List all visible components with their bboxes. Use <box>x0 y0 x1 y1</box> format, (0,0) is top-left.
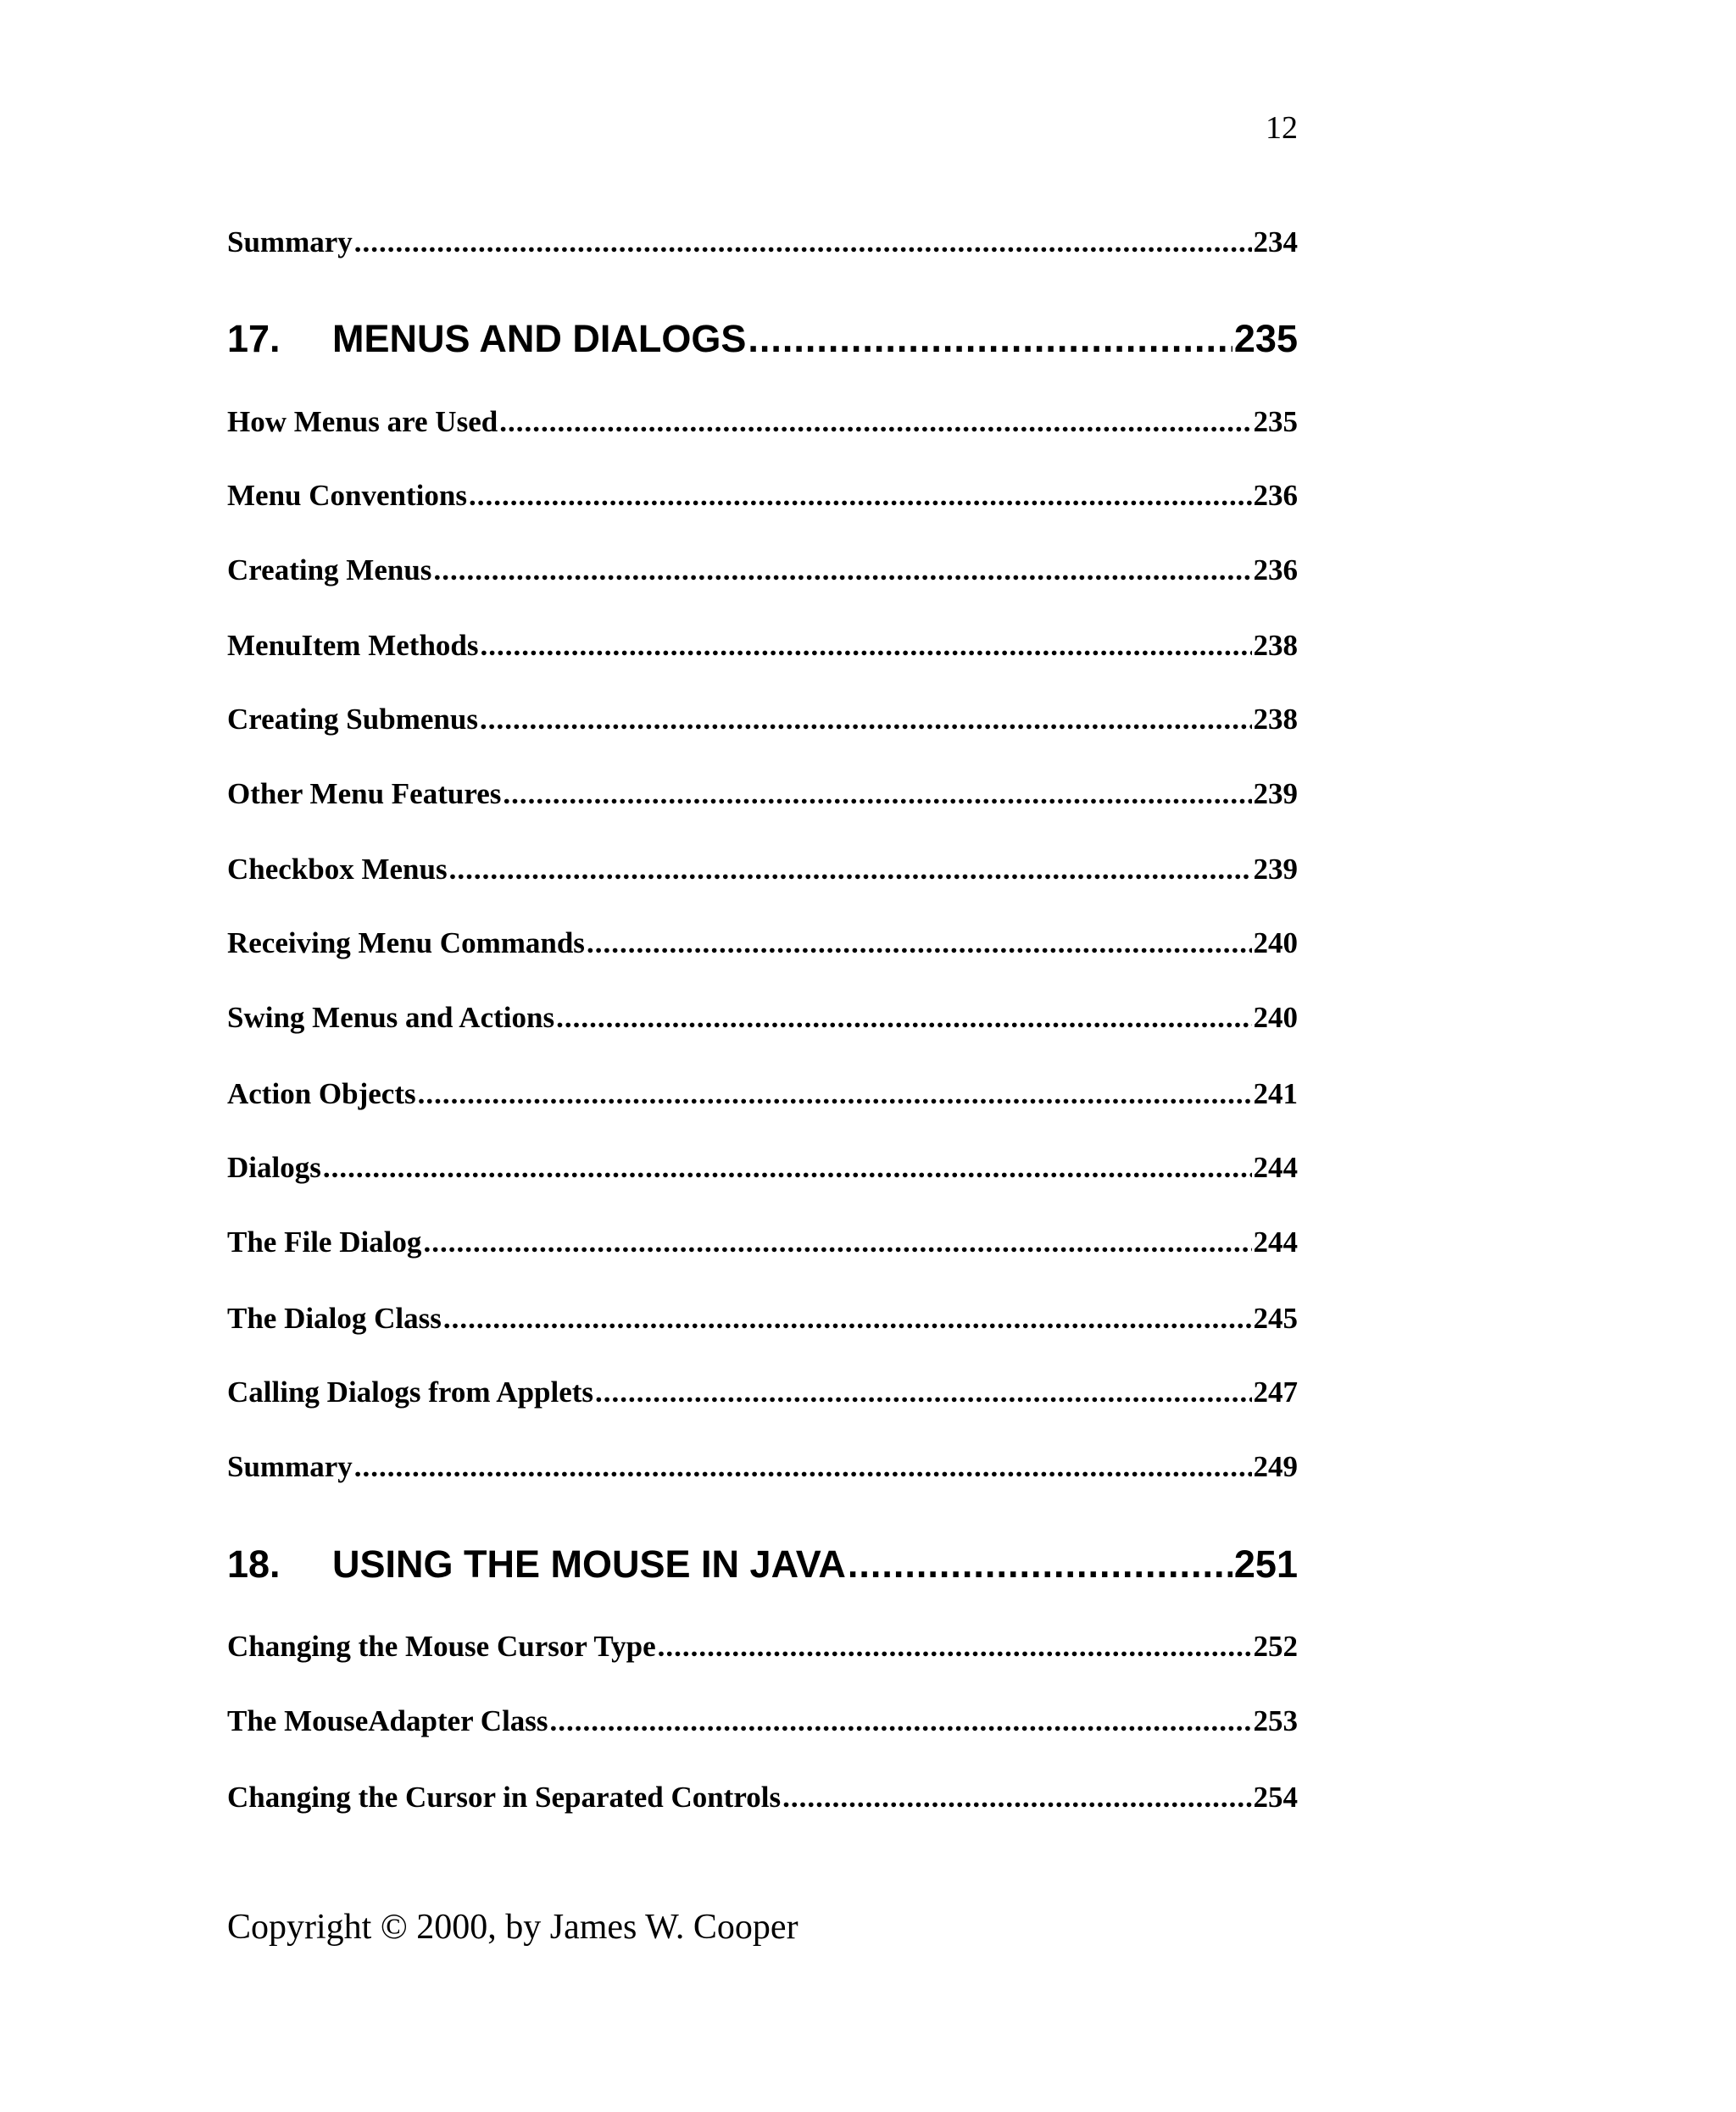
toc-entry-creating-submenus <box>227 701 1298 738</box>
dot-leader <box>587 925 1252 962</box>
dot-leader <box>658 1628 1252 1665</box>
toc-entry-title: Creating Submenus <box>227 703 478 736</box>
toc-entry-page: 244 <box>1253 1226 1298 1259</box>
toc-entry-menu-conventions <box>227 477 1298 514</box>
dot-leader <box>418 1075 1252 1113</box>
toc-chapter-18 <box>227 1541 1298 1588</box>
toc-entry-title: Other Menu Features <box>227 777 502 810</box>
chapter-number: 17. <box>227 317 281 360</box>
toc-entry-receiving-menu-commands <box>227 925 1298 962</box>
toc-entry-summary <box>227 1448 1298 1486</box>
copyright-footer: Copyright © 2000, by James W. Cooper <box>227 1908 798 1947</box>
toc-entry-page: 239 <box>1253 777 1298 810</box>
toc-entry-page: 247 <box>1253 1376 1298 1409</box>
toc-entry-page: 236 <box>1253 553 1298 586</box>
toc-entry-title: Summary <box>227 1450 353 1483</box>
page-number: 12 <box>1266 110 1298 146</box>
chapter-title: MENUS AND DIALOGS <box>332 317 747 360</box>
toc-entry-title: Changing the Mouse Cursor Type <box>227 1630 656 1663</box>
toc-entry-calling-dialogs-from-applets <box>227 1374 1298 1411</box>
dot-leader <box>469 477 1252 514</box>
toc-entry-page: 235 <box>1253 405 1298 438</box>
toc-entry-the-mouseadapter-class <box>227 1703 1298 1740</box>
dot-leader <box>423 1224 1251 1261</box>
toc-entry-title: Menu Conventions <box>227 479 467 512</box>
toc-entry-title: Swing Menus and Actions <box>227 1001 555 1034</box>
dot-leader <box>481 627 1252 664</box>
toc-entry-page: 252 <box>1253 1630 1298 1663</box>
toc-entry-title: Calling Dialogs from Applets <box>227 1376 594 1409</box>
toc-entry-page: 240 <box>1253 1001 1298 1034</box>
toc-entry-page: 241 <box>1253 1077 1298 1110</box>
chapter-page: 251 <box>1233 1542 1298 1586</box>
dot-leader <box>323 1149 1252 1187</box>
dot-leader <box>556 999 1251 1037</box>
toc-entry-summary <box>227 224 1298 261</box>
toc-entry-changing-the-mouse-cursor-type <box>227 1628 1298 1665</box>
dot-leader <box>354 224 1252 261</box>
toc-entry-creating-menus <box>227 552 1298 589</box>
chapter-title: USING THE MOUSE IN JAVA <box>332 1542 846 1586</box>
dot-leader <box>782 1779 1251 1816</box>
toc-entry-title: Action Objects <box>227 1077 416 1110</box>
toc-entry-page: 236 <box>1253 479 1298 512</box>
toc-entry-title: MenuItem Methods <box>227 629 479 662</box>
toc-entry-title: Changing the Cursor in Separated Controls <box>227 1781 782 1814</box>
toc-entry-title: The Dialog Class <box>227 1302 442 1335</box>
dot-leader <box>433 552 1251 589</box>
toc-entry-title: Creating Menus <box>227 553 432 586</box>
toc-entry-how-menus-are-used <box>227 403 1298 441</box>
toc-entry-title: The File Dialog <box>227 1226 422 1259</box>
toc-entry-menuitem-methods <box>227 627 1298 664</box>
dot-leader <box>550 1703 1252 1740</box>
toc-entry-changing-the-cursor-in-separated-controls <box>227 1779 1298 1816</box>
toc-entry-dialogs <box>227 1149 1298 1187</box>
toc-entry-swing-menus-and-actions <box>227 999 1298 1037</box>
toc-entry-title: Dialogs <box>227 1151 321 1184</box>
dot-leader <box>354 1448 1252 1486</box>
dot-leader <box>748 315 1232 363</box>
toc-entry-page: 245 <box>1253 1302 1298 1335</box>
toc-entry-page: 244 <box>1253 1151 1298 1184</box>
toc-entry-page: 249 <box>1253 1450 1298 1483</box>
chapter-number: 18. <box>227 1542 281 1586</box>
dot-leader <box>480 701 1252 738</box>
dot-leader <box>848 1541 1232 1588</box>
toc-entry-checkbox-menus <box>227 851 1298 888</box>
toc-entry-other-menu-features <box>227 775 1298 813</box>
toc-entry-page: 253 <box>1253 1704 1298 1737</box>
dot-leader <box>499 403 1251 441</box>
toc-entry-title: Receiving Menu Commands <box>227 926 585 959</box>
toc-entry-title: How Menus are Used <box>227 405 498 438</box>
toc-entry-the-dialog-class <box>227 1300 1298 1337</box>
dot-leader <box>449 851 1252 888</box>
toc-entry-page: 240 <box>1253 926 1298 959</box>
toc-entry-page: 238 <box>1253 703 1298 736</box>
dot-leader <box>443 1300 1252 1337</box>
toc-entry-page: 234 <box>1253 225 1298 258</box>
toc-entry-action-objects <box>227 1075 1298 1113</box>
toc-entry-page: 238 <box>1253 629 1298 662</box>
toc-chapter-17 <box>227 315 1298 363</box>
toc-entry-page: 254 <box>1253 1781 1298 1814</box>
toc-entry-title: The MouseAdapter Class <box>227 1704 548 1737</box>
toc-entry-title: Checkbox Menus <box>227 853 448 886</box>
toc-entry-title: Summary <box>227 225 353 258</box>
toc-entry-the-file-dialog <box>227 1224 1298 1261</box>
toc-entry-page: 239 <box>1253 853 1298 886</box>
dot-leader <box>595 1374 1251 1411</box>
dot-leader <box>503 775 1251 813</box>
chapter-page: 235 <box>1233 317 1298 360</box>
